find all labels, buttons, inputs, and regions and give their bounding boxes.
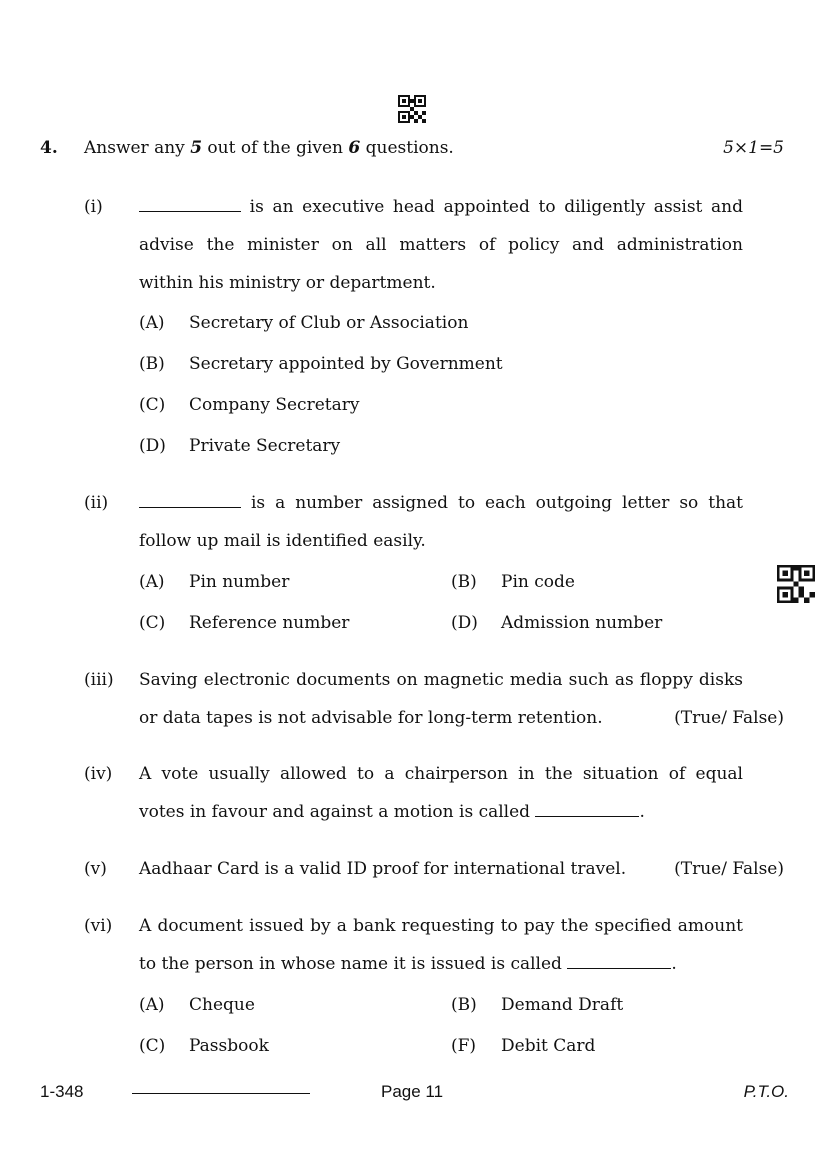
instruction-pre: Answer any <box>84 138 191 158</box>
option-text: Secretary appointed by Government <box>189 354 503 374</box>
item-i-line1-text: is an executive head appointed to diligently assist and <box>249 197 743 217</box>
option-text: Pin number <box>189 572 290 592</box>
instruction-mid: out of the given <box>202 138 349 158</box>
question-marks: 5×1=5 <box>723 138 784 158</box>
option-text: Passbook <box>189 1036 269 1056</box>
option-key: (A) <box>139 572 165 592</box>
item-iii-label: (iii) <box>84 670 114 690</box>
item-vi-label: (vi) <box>84 916 113 936</box>
item-v-line1: Aadhaar Card is a valid ID proof for international travel. <box>139 859 627 879</box>
page-number: Page 11 <box>381 1082 444 1101</box>
instruction-count-answer: 5 <box>190 138 203 158</box>
qr-code-top <box>398 95 426 123</box>
option-text: Cheque <box>189 995 255 1015</box>
instruction-count-total: 6 <box>348 138 361 158</box>
option-key: (B) <box>451 572 477 592</box>
answer-blank <box>535 802 639 817</box>
item-iv-line2-end: . <box>639 802 645 822</box>
item-iv-line2 <box>139 802 645 822</box>
option-text: Reference number <box>189 613 350 633</box>
item-i-line1 <box>139 197 743 217</box>
option-key: (D) <box>451 613 478 633</box>
item-vi-line2-text: to the person in whose name it is issued is called <box>139 954 562 974</box>
item-i-label: (i) <box>84 197 103 217</box>
item-iii-line1: Saving electronic documents on magnetic media such as floppy disks <box>139 670 743 690</box>
option-text: Demand Draft <box>501 995 624 1015</box>
item-ii-line2: follow up mail is identified easily. <box>139 531 426 551</box>
option-text: Admission number <box>501 613 663 633</box>
option-key: (F) <box>451 1036 477 1056</box>
item-v-label: (v) <box>84 859 107 879</box>
item-iv-line1: A vote usually allowed to a chairperson in the situation of equal <box>139 764 743 784</box>
item-i-line3: within his ministry or department. <box>139 273 436 293</box>
item-ii-line1-text: is a number assigned to each outgoing letter so that <box>250 493 744 513</box>
question-instruction <box>84 138 454 158</box>
item-ii-line1 <box>139 493 743 513</box>
option-key: (A) <box>139 313 165 333</box>
item-i-line2: advise the minister on all matters of policy and administration <box>139 235 743 255</box>
option-key: (C) <box>139 613 166 633</box>
item-iv-label: (iv) <box>84 764 113 784</box>
option-key: (C) <box>139 1036 166 1056</box>
item-iii-line2: or data tapes is not advisable for long-term retention. <box>139 708 603 728</box>
item-v-answer: (True/ False) <box>674 859 784 879</box>
item-ii-label: (ii) <box>84 493 109 513</box>
footer-rule <box>132 1093 310 1094</box>
option-text: Private Secretary <box>189 436 341 456</box>
answer-blank <box>567 954 671 969</box>
option-key: (B) <box>139 354 165 374</box>
item-iii-answer: (True/ False) <box>674 708 784 728</box>
item-vi-line2 <box>139 954 677 974</box>
option-text: Secretary of Club or Association <box>189 313 469 333</box>
instruction-post: questions. <box>360 138 454 158</box>
option-key: (A) <box>139 995 165 1015</box>
answer-blank <box>139 493 241 508</box>
item-vi-line2-end: . <box>671 954 677 974</box>
option-text: Debit Card <box>501 1036 596 1056</box>
item-iv-line2-text: votes in favour and against a motion is called <box>139 802 531 822</box>
answer-blank <box>139 197 241 212</box>
qr-code-side <box>777 565 815 603</box>
option-key: (C) <box>139 395 166 415</box>
option-text: Company Secretary <box>189 395 360 415</box>
option-text: Pin code <box>501 572 575 592</box>
item-vi-line1: A document issued by a bank requesting to pay the specified amount <box>139 916 743 936</box>
option-key: (B) <box>451 995 477 1015</box>
paper-code: 1-348 <box>40 1082 84 1101</box>
option-key: (D) <box>139 436 166 456</box>
pto-label: P.T.O. <box>743 1082 789 1101</box>
question-number: 4. <box>40 138 58 158</box>
